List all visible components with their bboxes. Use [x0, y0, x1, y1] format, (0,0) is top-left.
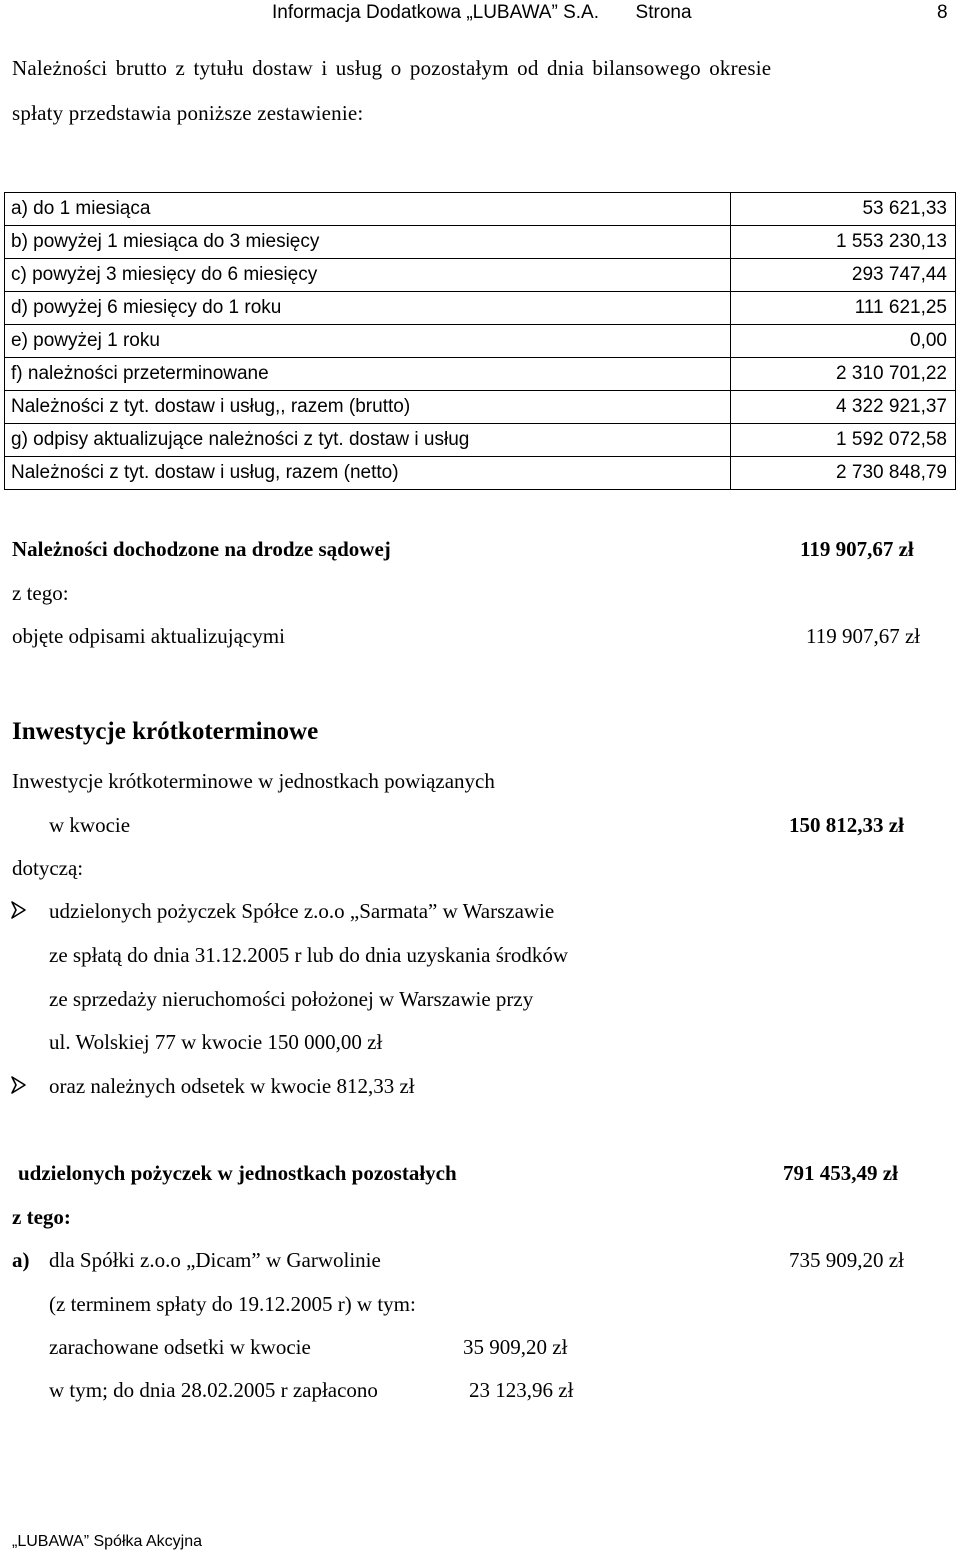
- row-amount: 0,00: [731, 325, 956, 358]
- table-row: [5, 457, 956, 490]
- row-amount: 53 621,33: [731, 193, 956, 226]
- court-covered-amount: 119 907,67 zł: [806, 624, 921, 648]
- row-label: d) powyżej 6 miesięcy do 1 roku: [5, 292, 731, 325]
- bullet-1-line-2: ze spłatą do dnia 31.12.2005 r lub do dnia uzyskania środków: [49, 943, 569, 967]
- item-amount: 735 909,20 zł: [789, 1248, 904, 1272]
- paid-amount: 23 123,96 zł: [469, 1378, 574, 1402]
- row-label: a) do 1 miesiąca: [5, 193, 731, 226]
- other-loans-of-which: z tego:: [12, 1205, 71, 1229]
- row-amount: 1 553 230,13: [731, 226, 956, 259]
- table-row: [5, 358, 956, 391]
- table-row: [5, 193, 956, 226]
- item-letter: a): [12, 1248, 30, 1272]
- row-label: e) powyżej 1 roku: [5, 325, 731, 358]
- footer-company: „LUBAWA” Spółka Akcyjna: [12, 1533, 202, 1550]
- table-row: [5, 226, 956, 259]
- other-loans-title: udzielonych pożyczek w jednostkach pozostałych: [18, 1161, 457, 1185]
- item-label: dla Spółki z.o.o „Dicam” w Garwolinie: [49, 1248, 381, 1272]
- row-amount: 2 730 848,79: [731, 457, 956, 490]
- paid-label: w tym; do dnia 28.02.2005 r zapłacono: [49, 1378, 378, 1402]
- row-label: g) odpisy aktualizujące należności z tyt. dostaw i usług: [5, 424, 731, 457]
- document-title: Informacja Dodatkowa „LUBAWA” S.A.: [272, 2, 599, 23]
- intro-line-2: spłaty przedstawia poniższe zestawienie:: [12, 101, 364, 125]
- court-amount: 119 907,67 zł: [800, 537, 914, 561]
- other-loans-amount: 791 453,49 zł: [783, 1161, 898, 1185]
- court-title: Należności dochodzone na drodze sądowej: [12, 537, 391, 561]
- page-label: Strona: [635, 2, 692, 23]
- investments-amount-label: w kwocie: [49, 813, 131, 837]
- table-row: [5, 259, 956, 292]
- court-of-which: z tego:: [12, 581, 69, 605]
- court-covered-label: objęte odpisami aktualizującymi: [12, 624, 285, 648]
- table-row: [5, 325, 956, 358]
- row-amount: 293 747,44: [731, 259, 956, 292]
- investments-related-line: Inwestycje krótkoterminowe w jednostkach powiązanych: [12, 769, 495, 793]
- bullet-1-line-1: udzielonych pożyczek Spółce z.o.o „Sarmata” w Warszawie: [49, 899, 555, 923]
- item-term: (z terminem spłaty do 19.12.2005 r) w tym:: [49, 1292, 416, 1316]
- table-row: [5, 292, 956, 325]
- bullet-1-line-4: ul. Wolskiej 77 w kwocie 150 000,00 zł: [49, 1030, 383, 1054]
- arrow-bullet-icon: [10, 900, 28, 926]
- page-number: 8: [937, 2, 948, 23]
- row-label: f) należności przeterminowane: [5, 358, 731, 391]
- row-label: b) powyżej 1 miesiąca do 3 miesięcy: [5, 226, 731, 259]
- bullet-1-line-3: ze sprzedaży nieruchomości położonej w Warszawie przy: [49, 987, 534, 1011]
- row-label: Należności z tyt. dostaw i usług,, razem (brutto): [5, 391, 731, 424]
- row-label: Należności z tyt. dostaw i usług, razem (netto): [5, 457, 731, 490]
- row-amount: 2 310 701,22: [731, 358, 956, 391]
- intro-line-1: Należności brutto z tytułu dostaw i usług o pozostałym od dnia bilansowego okresie: [12, 56, 772, 80]
- interest-label: zarachowane odsetki w kwocie: [49, 1335, 311, 1359]
- investments-heading: Inwestycje krótkoterminowe: [12, 718, 319, 745]
- row-label: c) powyżej 3 miesięcy do 6 miesięcy: [5, 259, 731, 292]
- header-title: [272, 2, 692, 24]
- row-amount: 4 322 921,37: [731, 391, 956, 424]
- table-row: [5, 424, 956, 457]
- row-amount: 1 592 072,58: [731, 424, 956, 457]
- table-row: [5, 391, 956, 424]
- investments-concern: dotyczą:: [12, 856, 84, 880]
- row-amount: 111 621,25: [731, 292, 956, 325]
- interest-amount: 35 909,20 zł: [463, 1335, 568, 1359]
- investments-amount: 150 812,33 zł: [789, 813, 904, 837]
- arrow-bullet-icon: [10, 1075, 28, 1101]
- receivables-table: [4, 192, 956, 490]
- bullet-2-line: oraz należnych odsetek w kwocie 812,33 zł: [49, 1074, 415, 1098]
